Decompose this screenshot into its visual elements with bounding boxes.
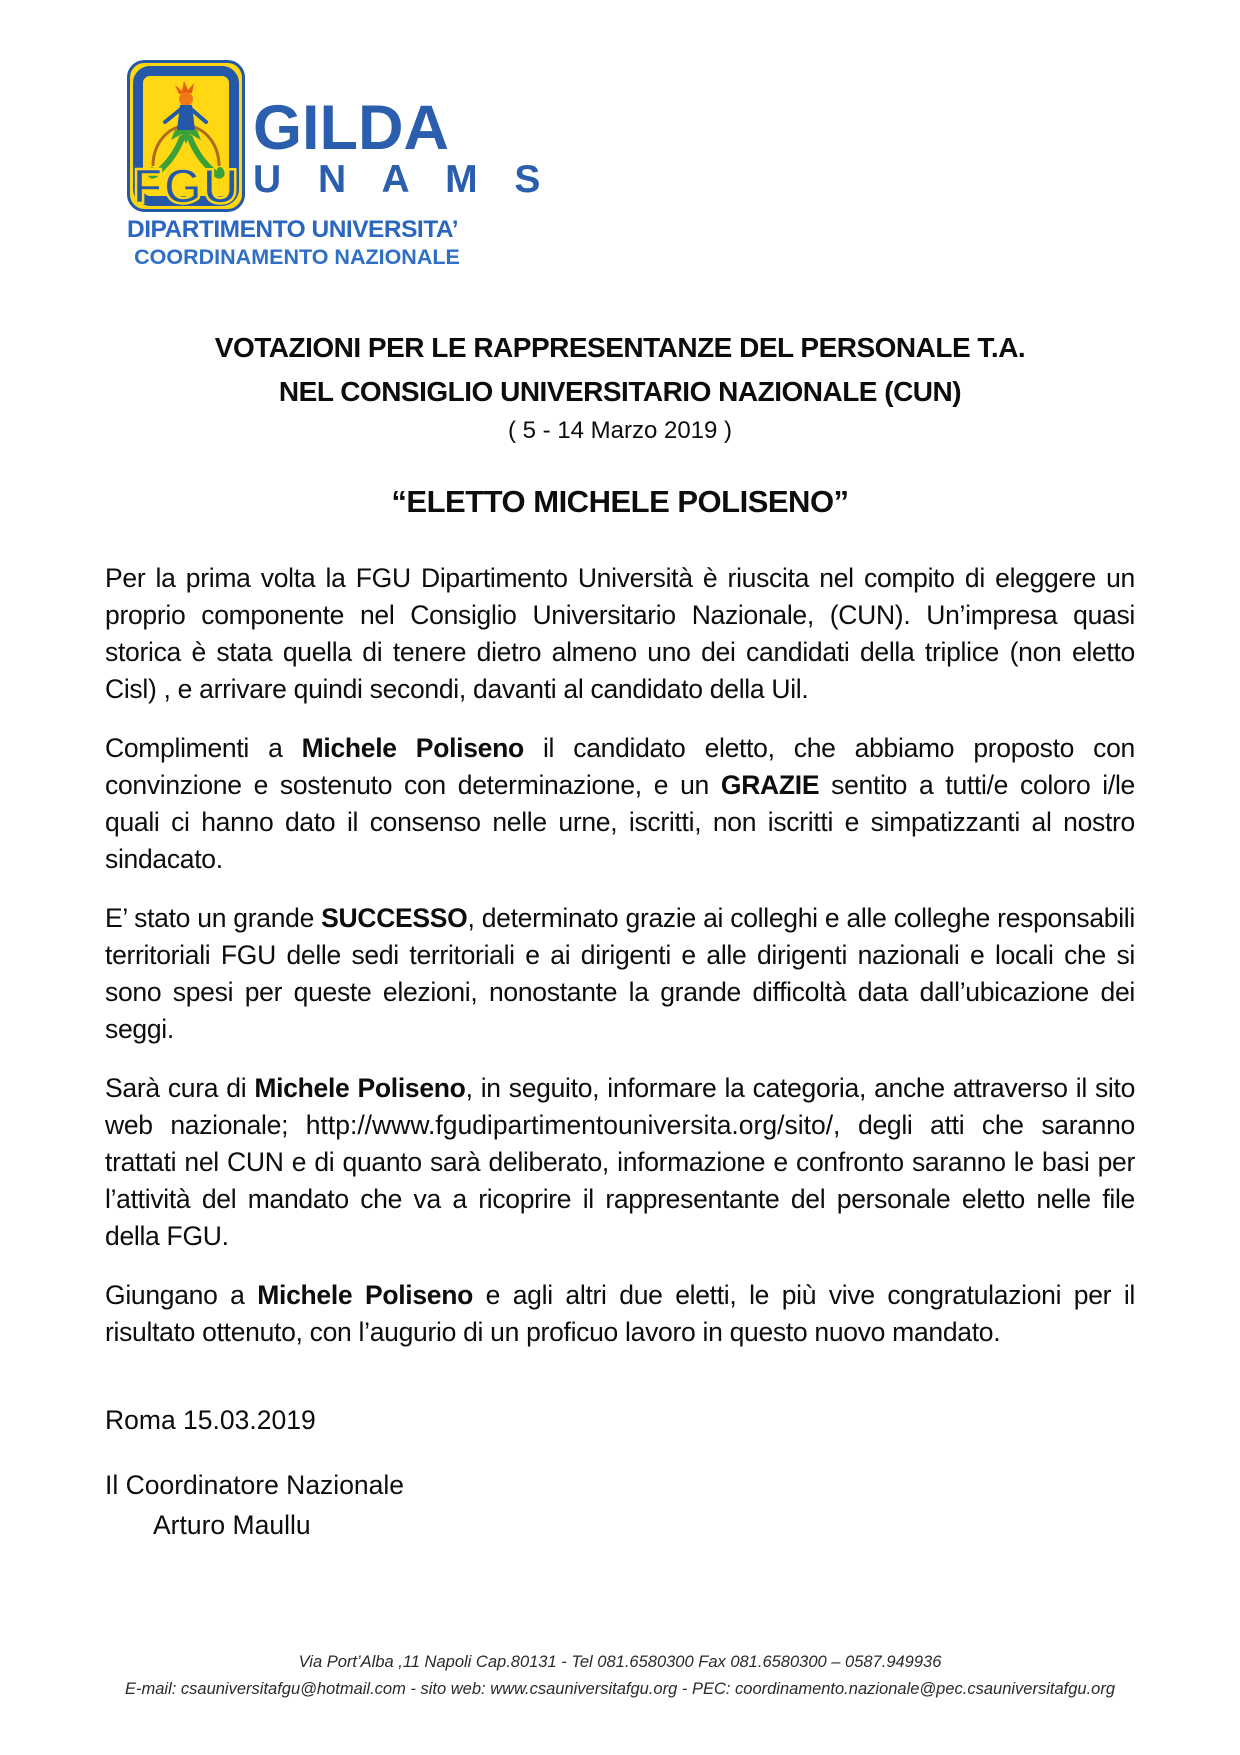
title-date-line: ( 5 - 14 Marzo 2019 ) [507,417,733,444]
website-url-text: http://www.fgudipartimentouniversita.org/sito/, [305,1110,841,1140]
elected-subtitle: “ELETTO MICHELE POLISENO” [391,484,849,519]
text-segment: Giungano a [105,1280,258,1310]
text-segment: il candidato eletto, che abbiamo proposto con convinzione e sostenuto con determinazione, e un [105,733,1135,800]
text-segment: Per la prima volta la FGU Dipartimento Università è riuscita nel compito di eleggere un proprio componente nel Consiglio Universitario Nazionale, (CUN). Un’impresa quasi storica è stata quella di tenere dietro almeno uno dei candidati della triplice (non eletto Cisl) , e arrivare quindi secondi, davanti al candidato della Uil. [105,563,1135,704]
body-paragraph [105,900,1135,1048]
text-segment: E’ stato un grande [105,903,322,933]
body-paragraph [105,1277,1135,1351]
letterhead-footer [0,1649,1240,1703]
logo-coordination-line: COORDINAMENTO NAZIONALE [134,245,460,269]
footer-address-line: Via Port’Alba ,11 Napoli Cap.80131 - Tel 081.6580300 Fax 081.6580300 – 0587.949936 [298,1653,942,1671]
body-paragraph [105,730,1135,878]
text-segment: Sarà cura di [105,1073,255,1103]
text-segment: e agli altri due eletti, le più vive congratulazioni per il risultato ottenuto, con l’augurio di un proficuo lavoro in questo nuovo mandato. [105,1280,1136,1347]
candidate-name-text: Michele Poliseno [257,1280,474,1310]
logo-department-line: DIPARTIMENTO UNIVERSITA’ [127,216,459,243]
body-paragraph [105,560,1135,708]
brand-unams: U N A M S [253,157,554,201]
text-segment: sentito a tutti/e coloro i/le quali ci hanno dato il consenso nelle urne, iscritti, non iscritti e simpatizzanti al nostro sindacato. [105,770,1135,874]
signature-role: Il Coordinatore Nazionale [105,1470,405,1500]
grazie-emphasis-text: GRAZIE [720,770,820,800]
candidate-name-text: Michele Poliseno [301,733,524,763]
title-block [105,326,1135,520]
body-text [105,560,1135,1351]
title-line-2: NEL CONSIGLIO UNIVERSITARIO NAZIONALE (CUN) [278,376,962,407]
body-paragraph [105,1070,1135,1255]
emblem-fgu-text: FGU [132,160,240,214]
text-segment: , in seguito, informare la categoria, anche attraverso il sito web nazionale; [105,1073,1136,1140]
text-segment: , determinato grazie ai colleghi e alle colleghe responsabili territoriali FGU delle sedi territoriali e ai dirigenti e alle dirigenti nazionali e locali che si sono spesi per queste elezioni, nonostante la grande difficoltà data dall’ubicazione dei seggi. [105,903,1135,1044]
candidate-name-text: Michele Poliseno [254,1073,466,1103]
title-line-1: VOTAZIONI PER LE RAPPRESENTANZE DEL PERSONALE T.A. [214,332,1026,363]
text-segment: degli atti che saranno trattati nel CUN e di quanto sarà deliberato, informazione e confronto saranno le basi per l’attività del mandato che va a ricoprire il rappresentante del personale eletto nelle file della FGU. [105,1110,1135,1251]
brand-gilda: GILDA [253,93,449,163]
place-date: Roma 15.03.2019 [105,1405,316,1435]
text-segment: Complimenti a [105,733,302,763]
fgu-emblem [127,60,245,212]
footer-contacts-line: E-mail: csauniversitafgu@hotmail.com - sito web: www.csauniversitafgu.org - PEC: coordinamento.nazionale@pec.csauniversitafgu.org [124,1680,1116,1698]
letterhead-logo [127,60,554,270]
signature-name: Arturo Maullu [153,1510,311,1540]
successo-emphasis-text: SUCCESSO [321,903,468,933]
